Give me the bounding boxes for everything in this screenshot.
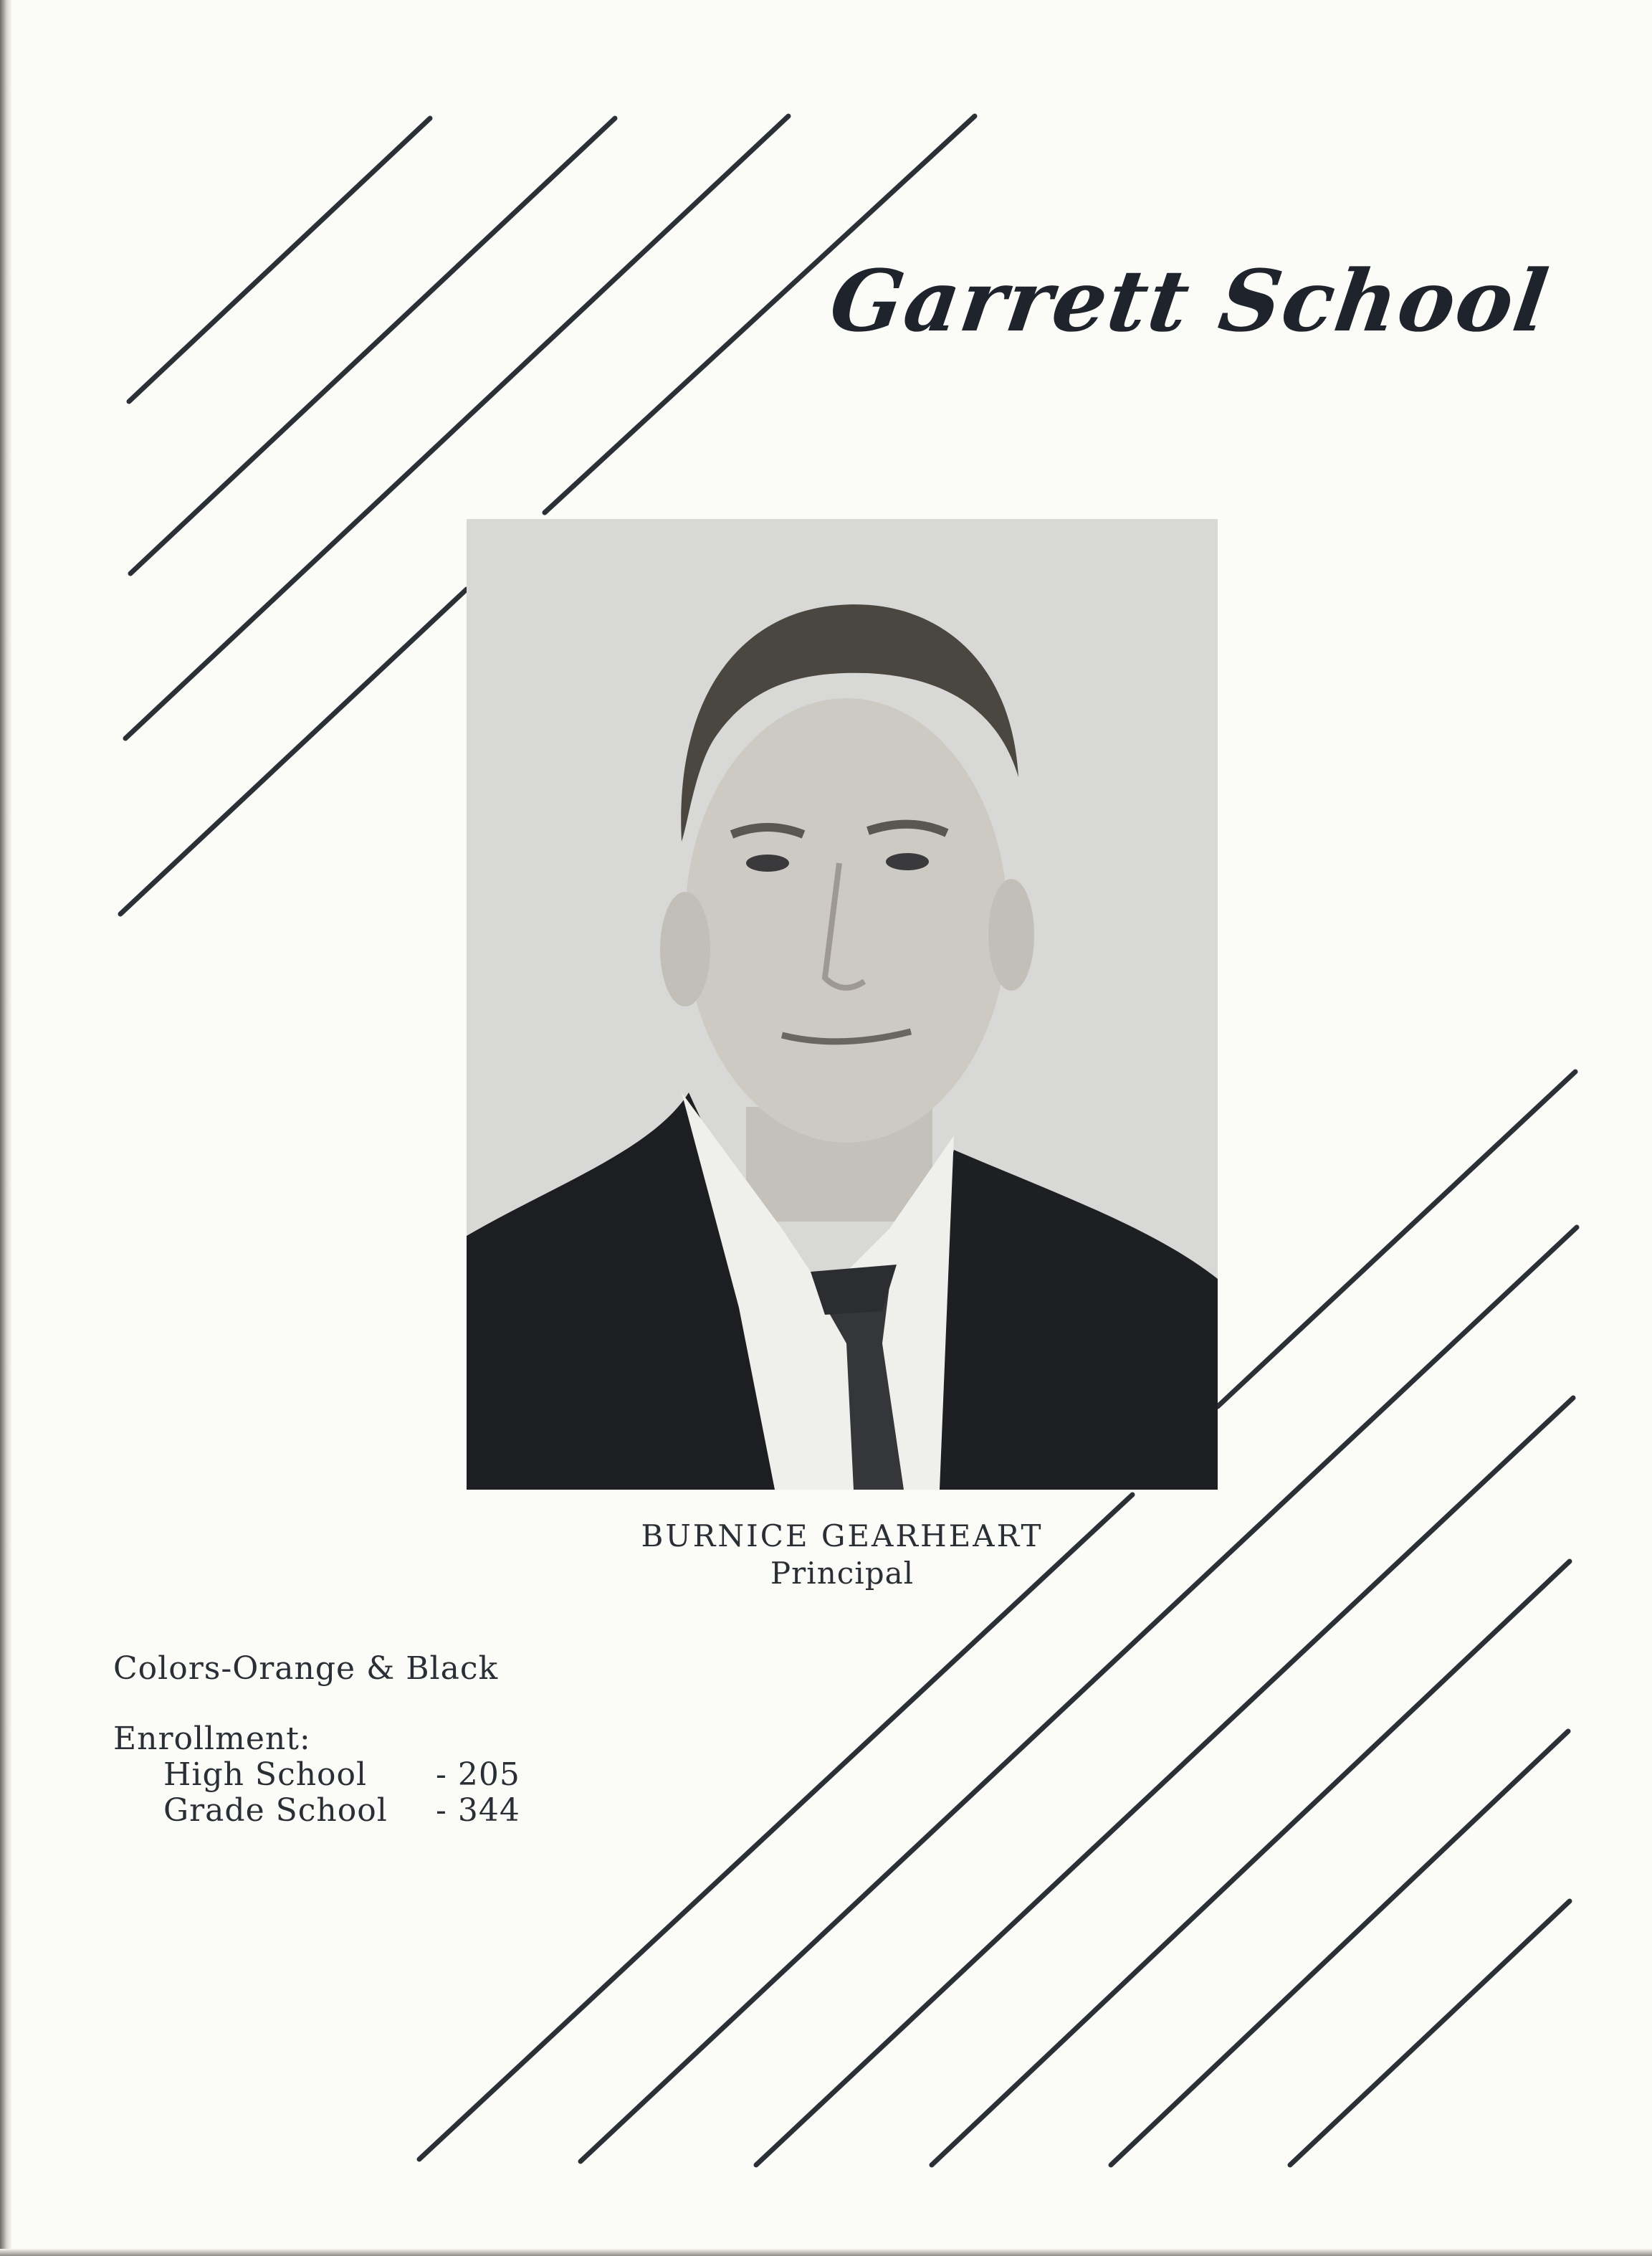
enrollment-row-high-school xyxy=(163,1756,520,1793)
principal-photo xyxy=(467,519,1218,1490)
stripe-bottom-5 xyxy=(1111,1731,1568,2165)
stripe-bottom-1b xyxy=(419,1495,1132,2159)
eye-left xyxy=(746,855,789,872)
enrollment-label: Enrollment: xyxy=(113,1720,311,1757)
enrollment-row-label: Grade School xyxy=(163,1792,388,1829)
page-title: Garrett School xyxy=(824,251,1555,351)
stripe-top-1 xyxy=(129,118,430,401)
stripe-top-4a xyxy=(120,589,467,914)
enrollment-row-label: High School xyxy=(163,1756,368,1793)
stripe-bottom-3 xyxy=(756,1398,1573,2165)
enrollment-row-value: - 344 xyxy=(436,1792,520,1829)
principal-role: Principal xyxy=(770,1556,915,1591)
stripe-bottom-4 xyxy=(932,1561,1570,2165)
face xyxy=(685,698,1008,1143)
school-colors: Colors-Orange & Black xyxy=(113,1650,499,1687)
enrollment-row-grade-school xyxy=(163,1792,520,1829)
portrait-illustration xyxy=(467,519,1218,1490)
ear-right xyxy=(988,879,1034,991)
enrollment-row-value: - 205 xyxy=(436,1756,520,1793)
ear-left xyxy=(660,892,710,1006)
stripe-bottom-1a xyxy=(1218,1072,1575,1407)
principal-name: BURNICE GEARHEART xyxy=(641,1518,1044,1553)
eye-right xyxy=(886,853,929,870)
stripe-bottom-6 xyxy=(1290,1901,1570,2165)
